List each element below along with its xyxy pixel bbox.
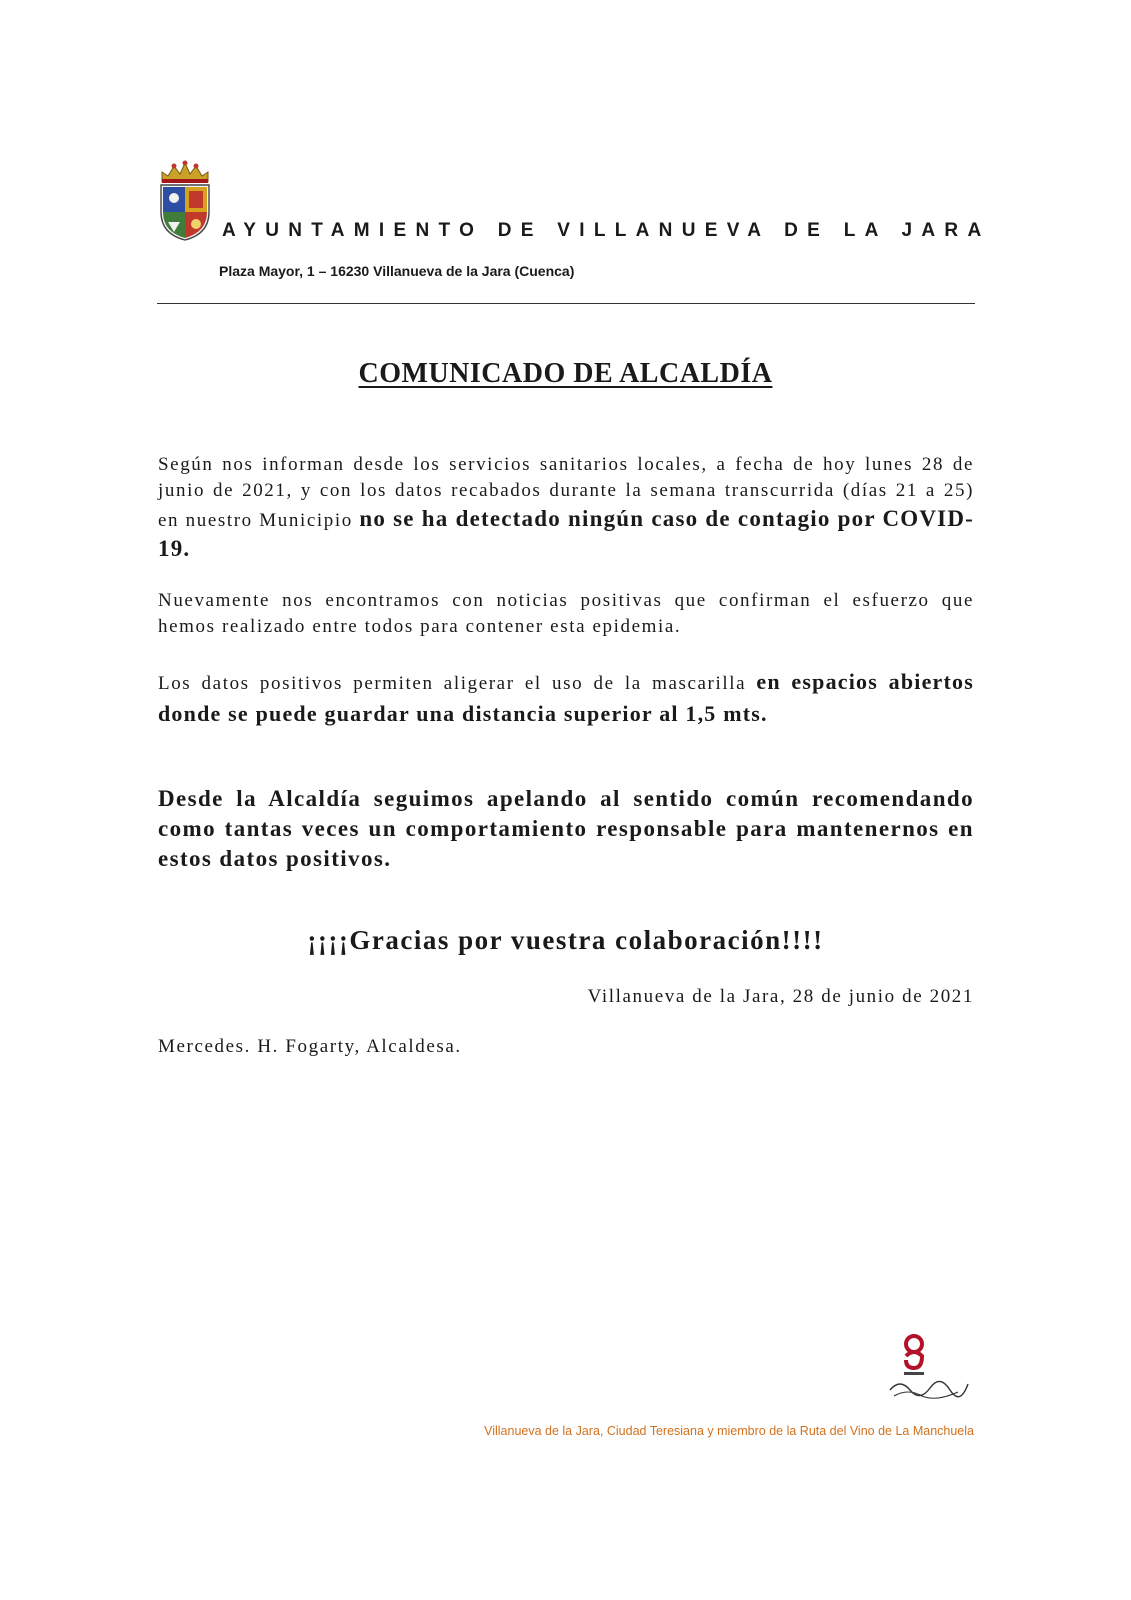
paragraph-3-bold: en espacios abiertos donde se puede guardar una distancia superior al 1,5 mts.: [158, 669, 974, 726]
paragraph-1: [158, 452, 974, 564]
footer-tagline: Villanueva de la Jara, Ciudad Teresiana y miembro de la Ruta del Vino de La Manchuela: [484, 1424, 974, 1438]
place-date: Villanueva de la Jara, 28 de junio de 2021: [587, 986, 974, 1007]
paragraph-1-bold: no se ha detectado ningún caso de contagio por COVID-19.: [158, 506, 974, 561]
organization-name: AYUNTAMIENTO DE VILLANUEVA DE LA JARA: [222, 220, 991, 241]
huellas-logo-icon: [888, 1334, 970, 1408]
thanks-message: ¡¡¡¡Gracias por vuestra colaboración!!!!: [307, 925, 824, 955]
paragraph-4: Desde la Alcaldía seguimos apelando al sentido común recomendando como tantas veces un comportamiento responsable para mantenernos en estos datos positivos.: [158, 786, 974, 871]
paragraph-3: [158, 667, 974, 731]
document-title-text: COMUNICADO DE ALCALDÍA: [358, 358, 773, 389]
paragraph-1-normal: Según nos informan desde los servicios sanitarios locales, a fecha de hoy lunes 28 de junio de 2021, y con los datos recabados durante la semana transcurrida (días 21 a 25) en nuestro Municipio: [158, 454, 974, 531]
address: Plaza Mayor, 1 – 16230 Villanueva de la Jara (Cuenca): [219, 263, 575, 279]
signature: Mercedes. H. Fogarty, Alcaldesa.: [158, 1036, 462, 1057]
header-divider: [157, 303, 975, 304]
document-title: [0, 358, 1131, 390]
paragraph-2: Nuevamente nos encontramos con noticias positivas que confirman el esfuerzo que hemos realizado entre todos para contener esta epidemia.: [158, 590, 974, 637]
paragraph-3-normal: Los datos positivos permiten aligerar el uso de la mascarilla: [158, 673, 757, 694]
coat-of-arms-icon: [158, 160, 212, 242]
